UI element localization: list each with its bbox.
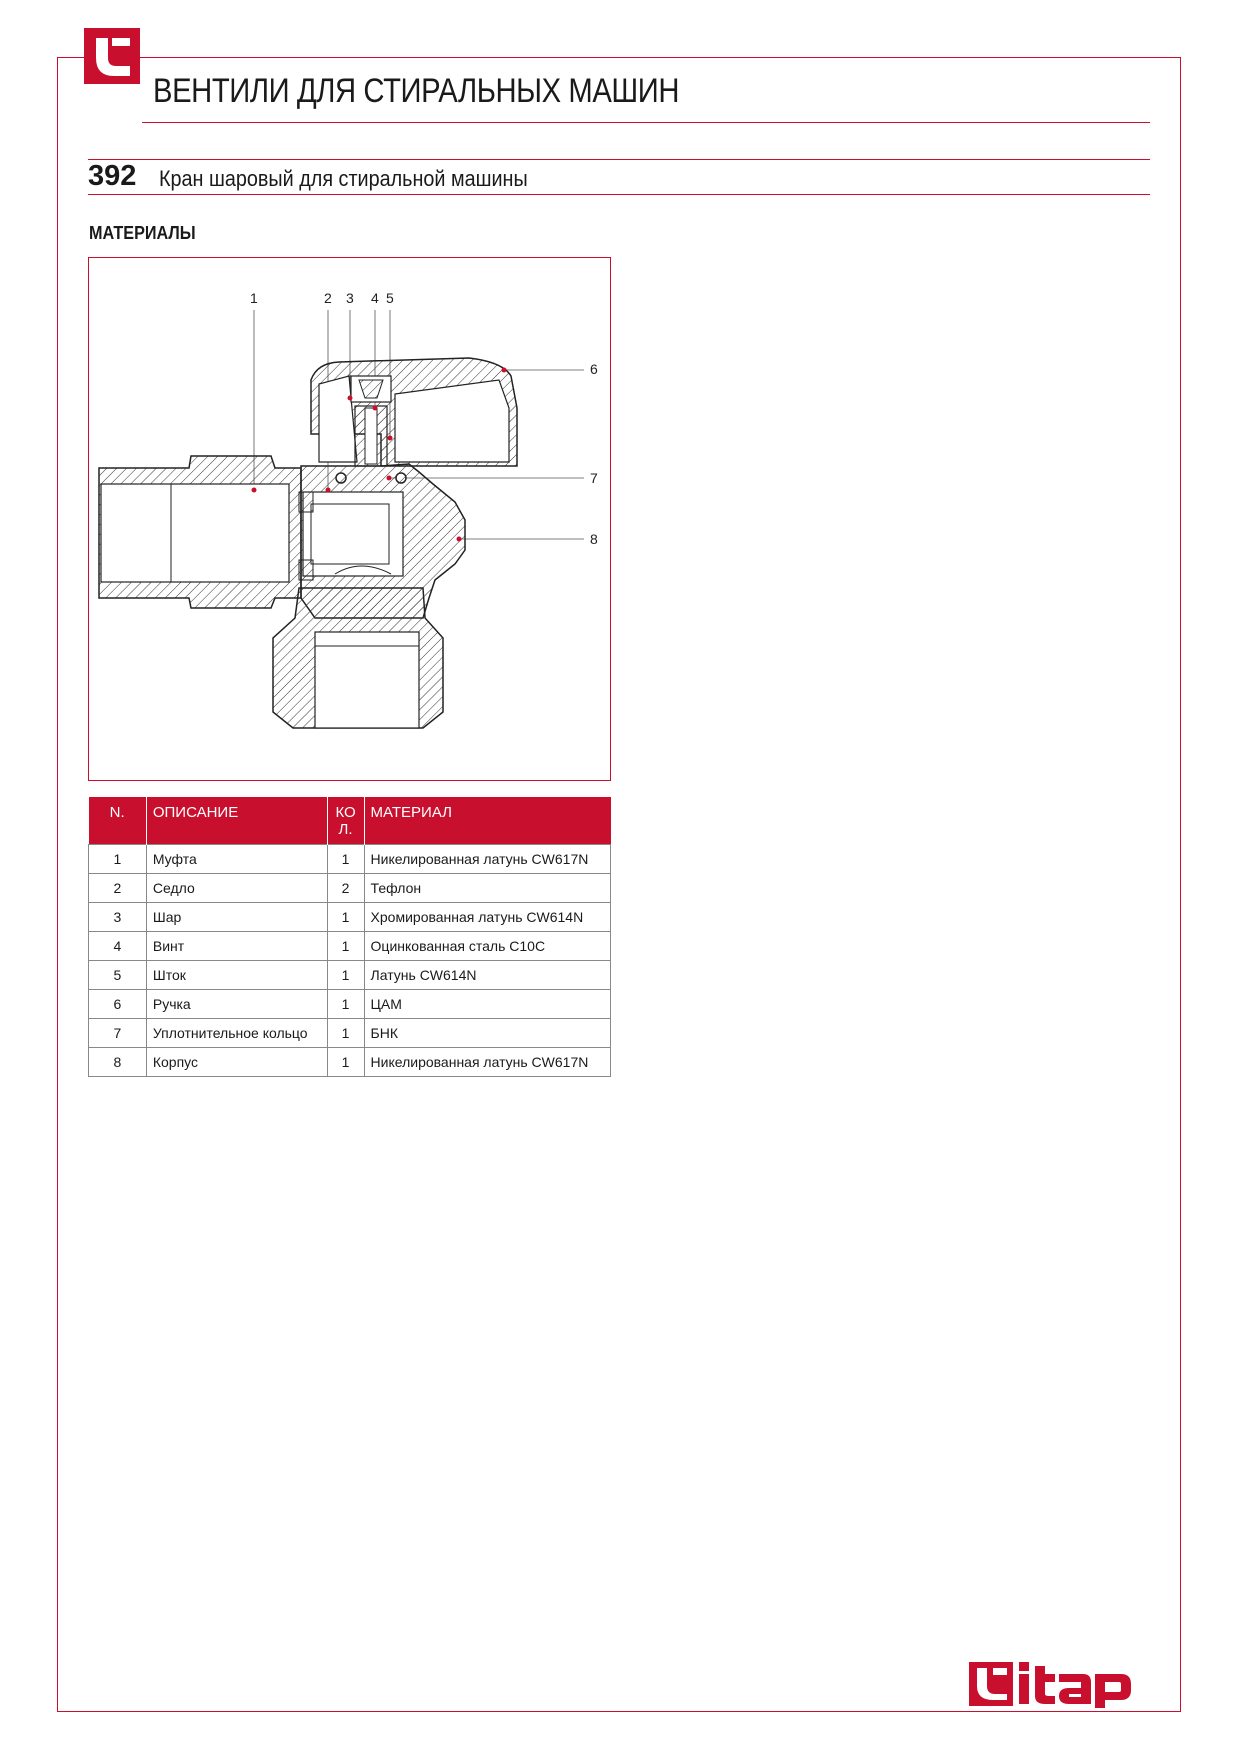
table-row <box>89 932 611 961</box>
cell-qty: 2 <box>327 874 364 903</box>
cell-description: Ручка <box>146 990 327 1019</box>
table-row <box>89 1048 611 1077</box>
cell-qty: 1 <box>327 1048 364 1077</box>
table-row <box>89 874 611 903</box>
cell-description: Уплотнительное кольцо <box>146 1019 327 1048</box>
cell-qty: 1 <box>327 961 364 990</box>
product-rule-bottom <box>88 194 1150 195</box>
header-n: N. <box>89 797 147 845</box>
cell-material: БНК <box>364 1019 610 1048</box>
cell-qty: 1 <box>327 845 364 874</box>
cell-n: 3 <box>89 903 147 932</box>
brand-icon <box>84 28 140 84</box>
cell-n: 5 <box>89 961 147 990</box>
cell-material: Никелированная латунь CW617N <box>364 1048 610 1077</box>
table-header-row <box>89 797 611 845</box>
cell-description: Винт <box>146 932 327 961</box>
cell-n: 4 <box>89 932 147 961</box>
cell-material: ЦАМ <box>364 990 610 1019</box>
callout-5: 5 <box>386 290 394 306</box>
title-divider <box>142 122 1150 123</box>
materials-table <box>88 797 611 1077</box>
cell-n: 1 <box>89 845 147 874</box>
cell-material: Латунь CW614N <box>364 961 610 990</box>
itap-logo <box>963 1660 1138 1710</box>
cell-qty: 1 <box>327 1019 364 1048</box>
cell-qty: 1 <box>327 903 364 932</box>
callout-3: 3 <box>346 290 354 306</box>
header-description: ОПИСАНИЕ <box>146 797 327 845</box>
cell-n: 7 <box>89 1019 147 1048</box>
callout-1: 1 <box>250 290 258 306</box>
callout-4: 4 <box>371 290 379 306</box>
header-qty: КО Л. <box>327 797 364 845</box>
product-code: 392 <box>88 160 137 192</box>
cell-n: 6 <box>89 990 147 1019</box>
valve-section-drawing <box>88 257 611 781</box>
cell-material: Оцинкованная сталь C10C <box>364 932 610 961</box>
cell-material: Хромированная латунь CW614N <box>364 903 610 932</box>
cell-n: 2 <box>89 874 147 903</box>
table-row <box>89 1019 611 1048</box>
product-name: Кран шаровый для стиральной машины <box>159 166 528 191</box>
cell-qty: 1 <box>327 990 364 1019</box>
table-row <box>89 845 611 874</box>
cell-material: Тефлон <box>364 874 610 903</box>
table-row <box>89 961 611 990</box>
callout-6: 6 <box>590 361 598 377</box>
table-row <box>89 903 611 932</box>
cell-description: Седло <box>146 874 327 903</box>
seat-bottom <box>299 560 313 580</box>
cell-description: Корпус <box>146 1048 327 1077</box>
cell-description: Шар <box>146 903 327 932</box>
product-rule-top <box>88 159 1150 160</box>
page-title: ВЕНТИЛИ ДЛЯ СТИРАЛЬНЫХ МАШИН <box>153 72 680 110</box>
section-title: МАТЕРИАЛЫ <box>89 223 196 243</box>
header-material: МАТЕРИАЛ <box>364 797 610 845</box>
valve-cutaway-svg <box>89 258 612 782</box>
cell-description: Муфта <box>146 845 327 874</box>
callout-2: 2 <box>324 290 332 306</box>
cell-description: Шток <box>146 961 327 990</box>
cell-qty: 1 <box>327 932 364 961</box>
callout-7: 7 <box>590 470 598 486</box>
table-row <box>89 990 611 1019</box>
seat-top <box>299 492 313 512</box>
callout-8: 8 <box>590 531 598 547</box>
cell-n: 8 <box>89 1048 147 1077</box>
cell-material: Никелированная латунь CW617N <box>364 845 610 874</box>
